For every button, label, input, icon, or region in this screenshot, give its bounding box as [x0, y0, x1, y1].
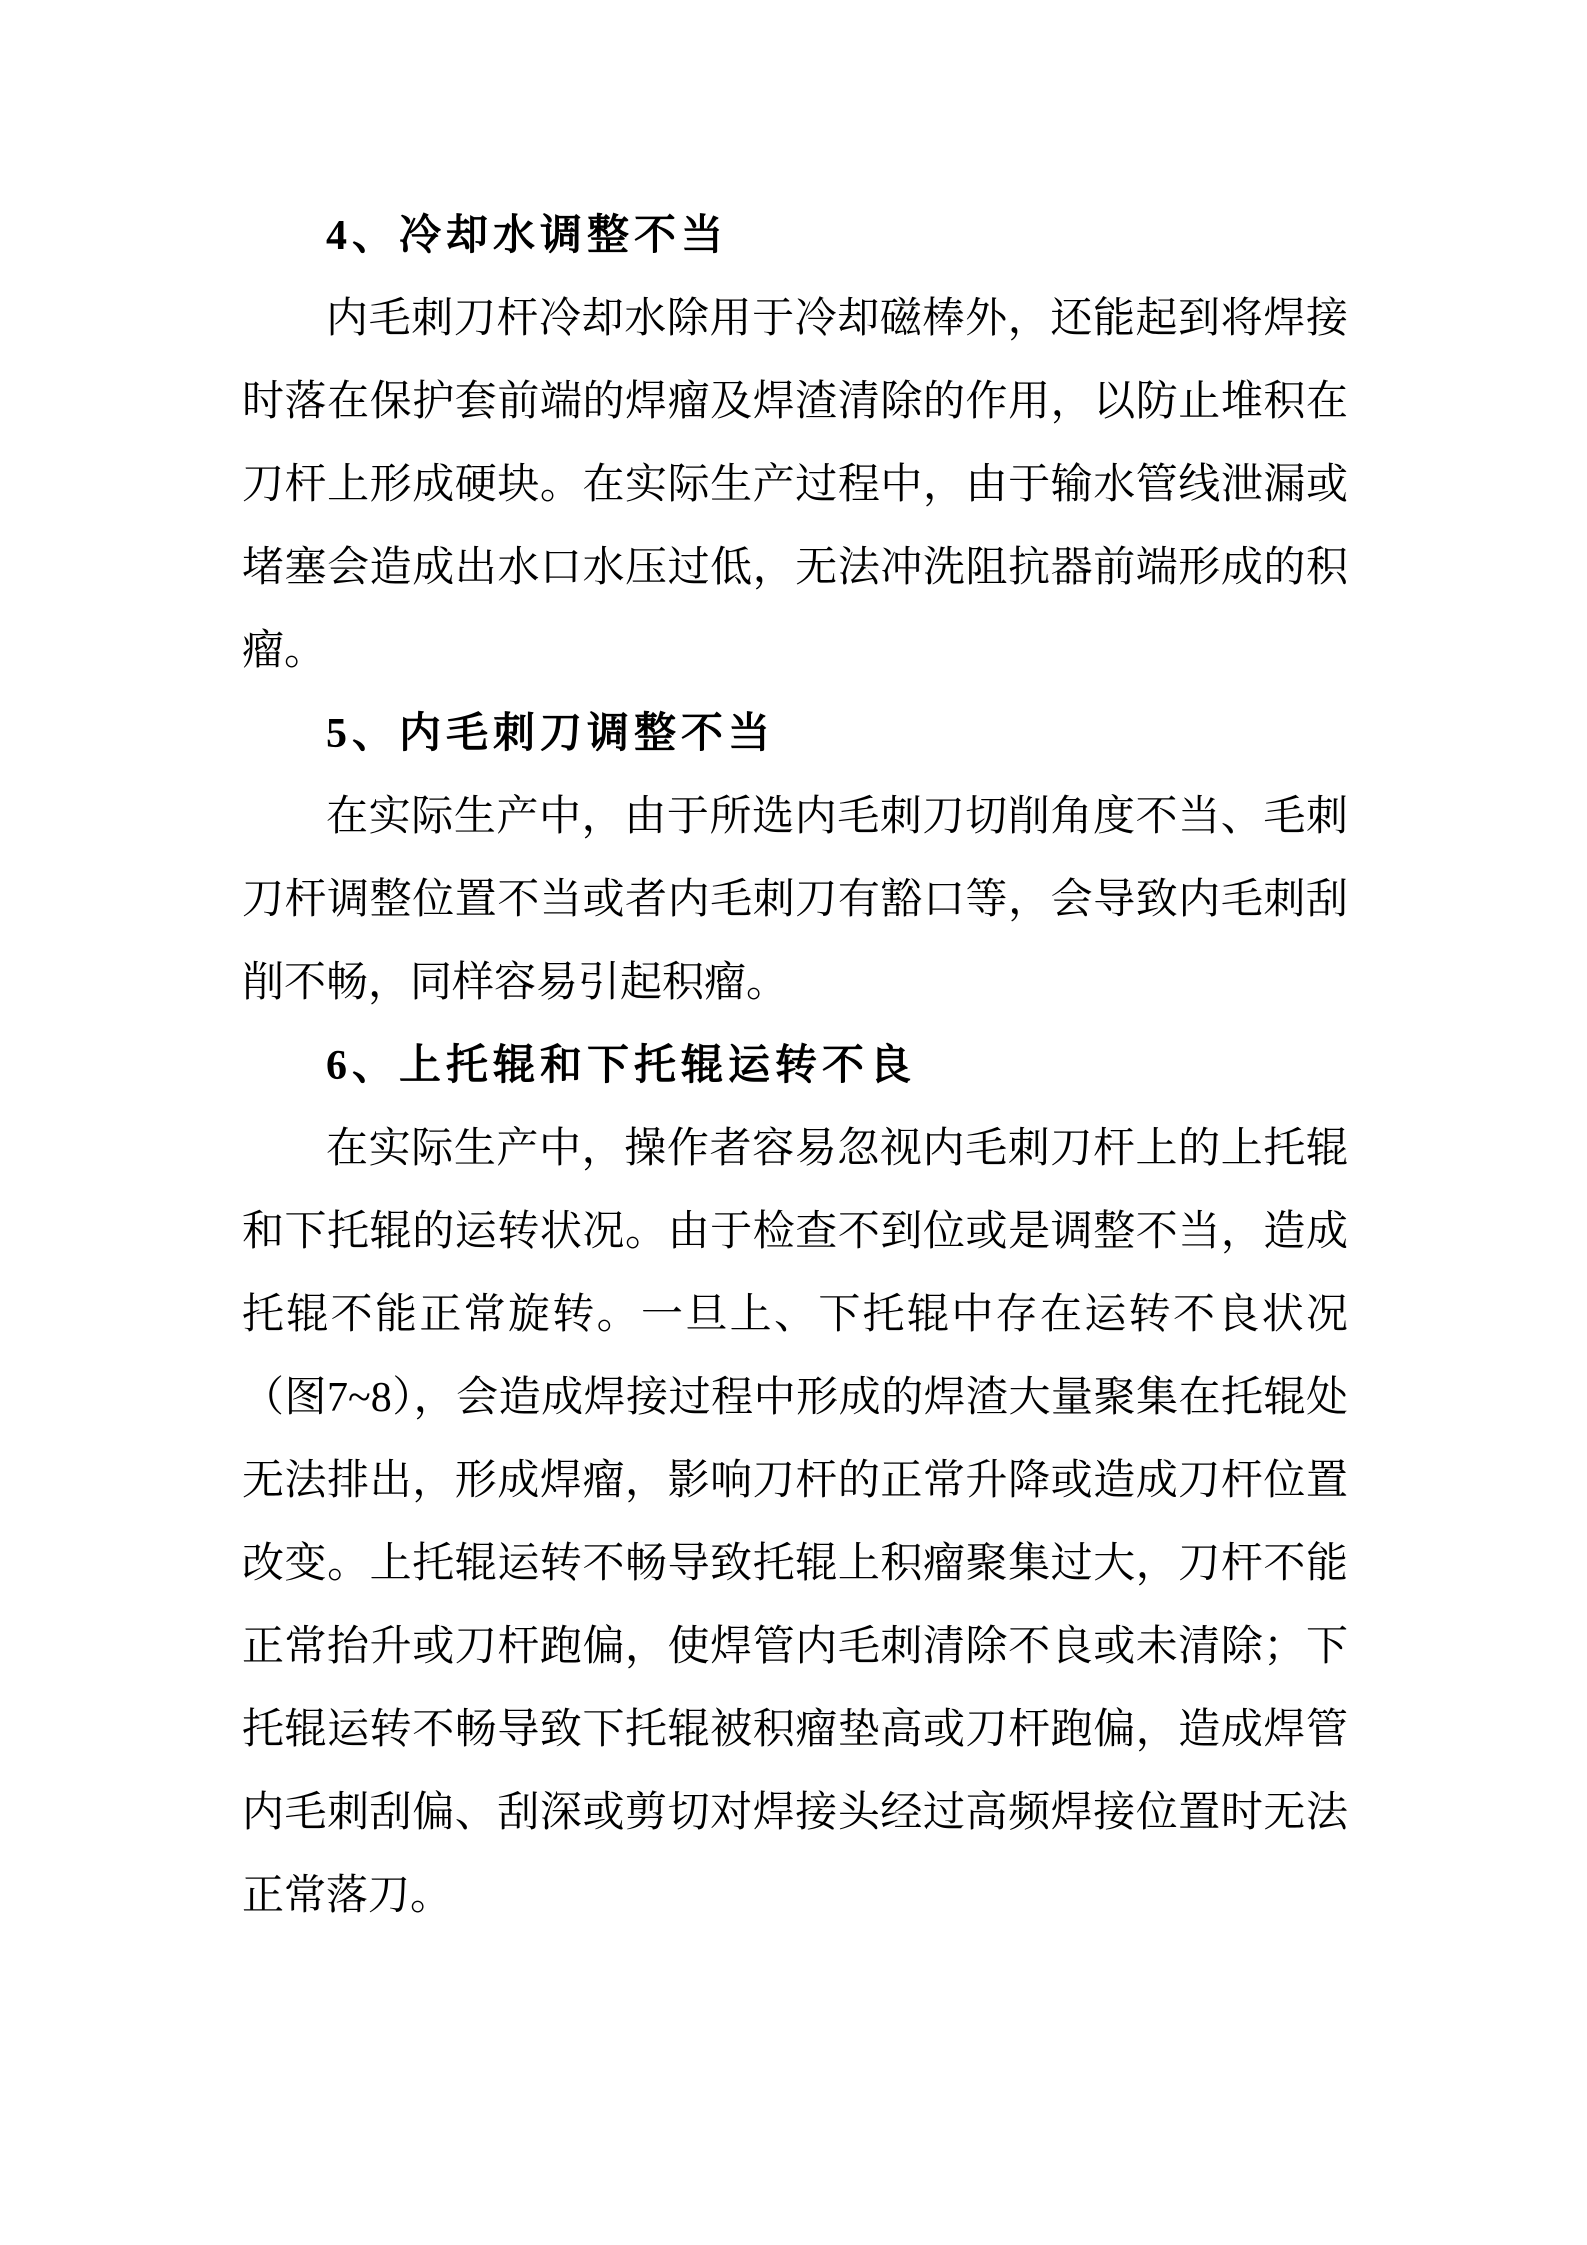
section-heading-5: 5、内毛刺刀调整不当: [326, 711, 776, 757]
section-heading-4: 4、冷却水调整不当: [326, 213, 729, 259]
section-cooling-water: [242, 195, 1348, 693]
section-support-rollers: [242, 1025, 1348, 1938]
section-heading-6: 6、上托辊和下托辊运转不良: [326, 1043, 917, 1089]
section-inner-burr-cutter: [242, 693, 1348, 1025]
section-paragraph-4: 内毛刺刀杆冷却水除用于冷却磁棒外，还能起到将焊接时落在保护套前端的焊瘤及焊渣清除的作用，以防止堆积在刀杆上形成硬块。在实际生产过程中，由于输水管线泄漏或堵塞会造成出水口水压过低，无法冲洗阻抗器前端形成的积瘤。: [242, 296, 1348, 674]
section-paragraph-5: 在实际生产中，由于所选内毛刺刀切削角度不当、毛刺刀杆调整位置不当或者内毛刺刀有豁口等，会导致内毛刺刮削不畅，同样容易引起积瘤。: [242, 794, 1348, 1006]
section-paragraph-6: 在实际生产中，操作者容易忽视内毛刺刀杆上的上托辊和下托辊的运转状况。由于检查不到位或是调整不当，造成托辊不能正常旋转。一旦上、下托辊中存在运转不良状况（图7~8），会造成焊接过程中形成的焊渣大量聚集在托辊处无法排出，形成焊瘤，影响刀杆的正常升降或造成刀杆位置改变。上托辊运转不畅导致托辊上积瘤聚集过大，刀杆不能正常抬升或刀杆跑偏，使焊管内毛刺清除不良或未清除；下托辊运转不畅导致下托辊被积瘤垫高或刀杆跑偏，造成焊管内毛刺刮偏、刮深或剪切对焊接头经过高频焊接位置时无法正常落刀。: [242, 1126, 1348, 1919]
